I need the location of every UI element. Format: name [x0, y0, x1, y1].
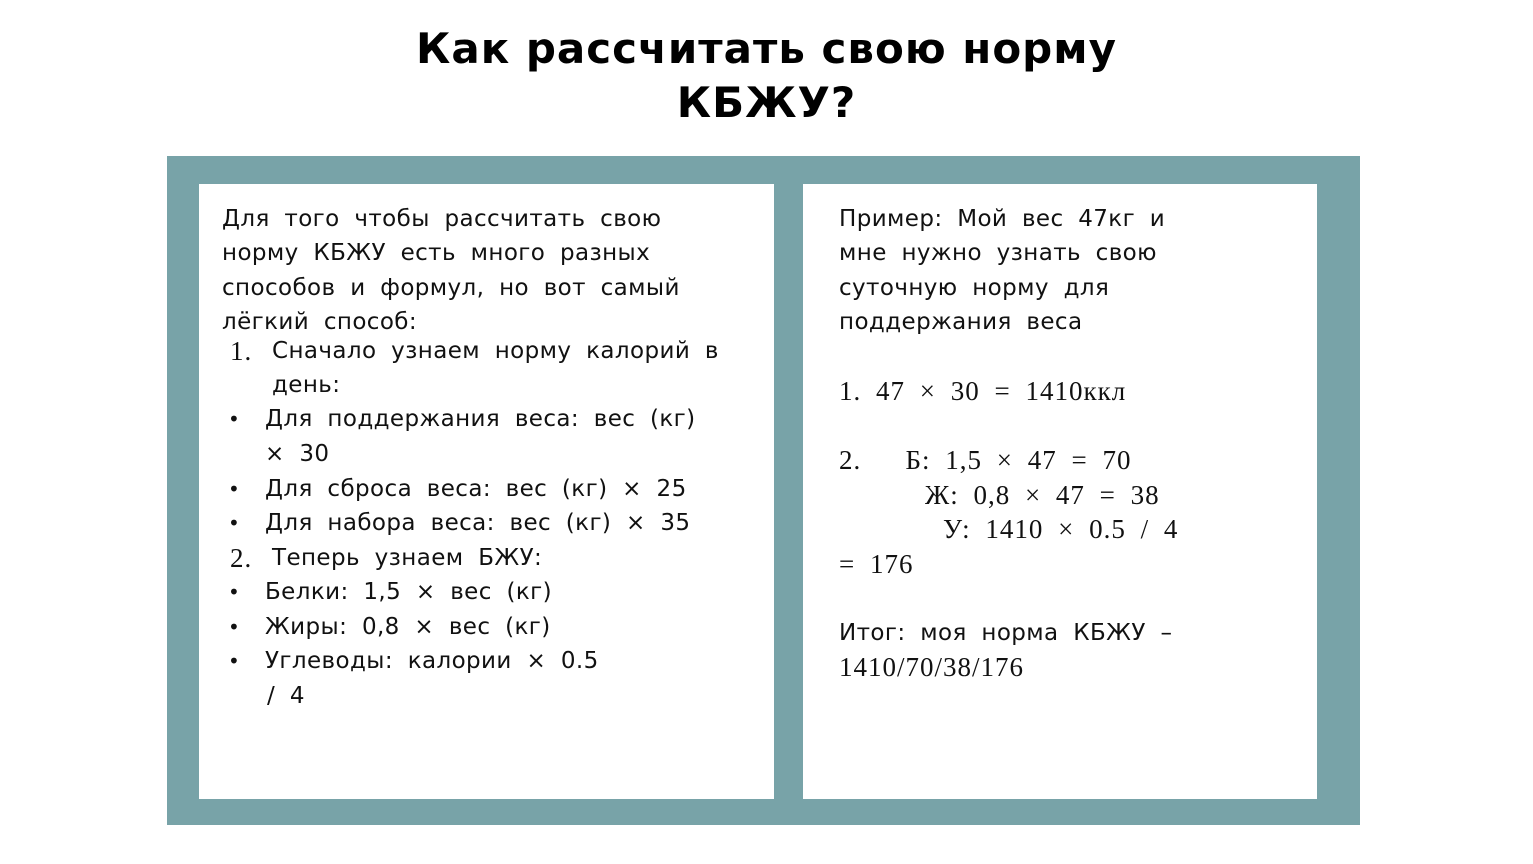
bullet-maintain: Для поддержания веса: вес (кг) [265, 406, 696, 432]
example-line: мне нужно узнать свою [839, 240, 1157, 266]
intro-line: лёгкий способ: [222, 309, 418, 335]
step-1-text-continued: день: [272, 372, 341, 398]
title-line-1: Как рассчитать свою норму [416, 24, 1117, 73]
example-line: поддержания веса [839, 309, 1083, 335]
bullet-maintain-continued: × 30 [265, 441, 330, 467]
bullet-dot: • [228, 407, 240, 431]
slide-title [0, 22, 1533, 130]
bullet-dot: • [228, 615, 240, 639]
left-panel [199, 184, 774, 799]
calculation-carbs-result: = 176 [839, 549, 914, 579]
calculation-carbs: У: 1410 × 0.5 / 4 [943, 514, 1179, 544]
step-2-number: 2. [230, 543, 253, 573]
intro-line: Для того чтобы рассчитать свою [222, 206, 662, 232]
step-2-text: Теперь узнаем БЖУ: [272, 545, 543, 571]
bullet-dot: • [228, 511, 240, 535]
bullet-carbs-continued: / 4 [267, 683, 305, 709]
bullet-dot: • [228, 649, 240, 673]
example-line: суточную норму для [839, 275, 1110, 301]
right-panel [803, 184, 1317, 799]
title-line-2: КБЖУ? [676, 78, 857, 127]
intro-line: норму КБЖУ есть много разных [222, 240, 651, 266]
result-label: Итог: моя норма КБЖУ – [839, 620, 1173, 646]
calculation-calories: 1. 47 × 30 = 1410ккл [839, 376, 1127, 406]
bullet-dot: • [228, 477, 240, 501]
calculation-fats: Ж: 0,8 × 47 = 38 [925, 480, 1160, 510]
step-1-text: Сначало узнаем норму калорий в [272, 338, 719, 364]
bullet-gain: Для набора веса: вес (кг) × 35 [265, 510, 691, 536]
bullet-lose: Для сброса веса: вес (кг) × 25 [265, 476, 687, 502]
intro-line: способов и формул, но вот самый [222, 275, 680, 301]
result-value: 1410/70/38/176 [839, 652, 1025, 682]
step-1-number: 1. [230, 336, 253, 366]
bullet-carbs: Углеводы: калории × 0.5 [265, 648, 599, 674]
example-line: Пример: Мой вес 47кг и [839, 206, 1166, 232]
calculation-proteins: 2. Б: 1,5 × 47 = 70 [839, 445, 1132, 475]
bullet-dot: • [228, 580, 240, 604]
bullet-fats: Жиры: 0,8 × вес (кг) [265, 614, 551, 640]
bullet-proteins: Белки: 1,5 × вес (кг) [265, 579, 552, 605]
